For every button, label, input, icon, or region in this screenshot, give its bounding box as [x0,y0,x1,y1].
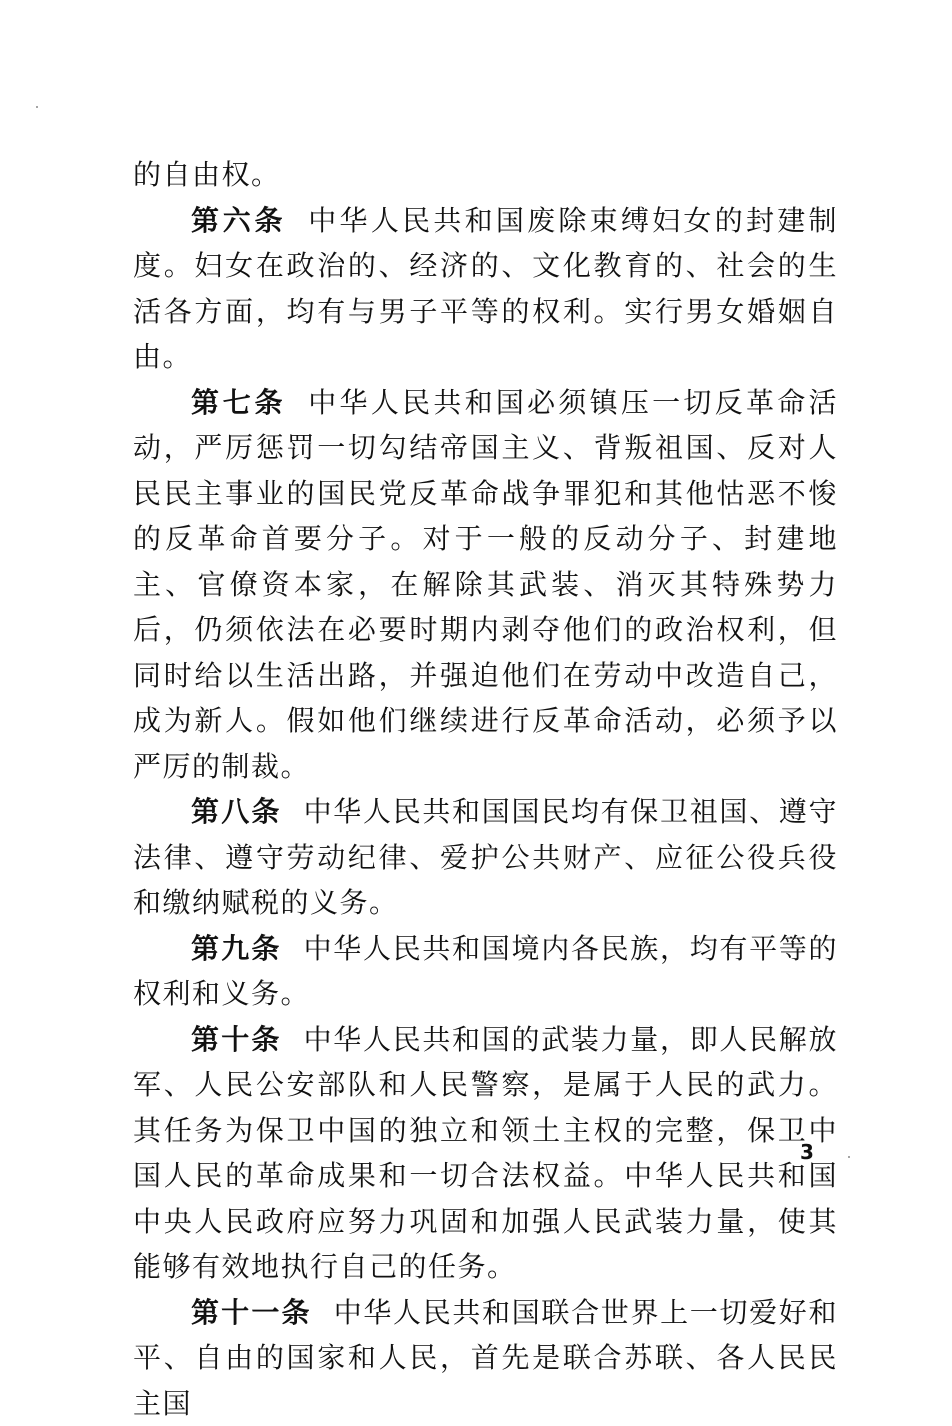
article-9 [133,926,838,1017]
article-text: 中华人民共和国境内各民族，均有平等的权利和义务。 [133,932,838,1011]
article-label: 第十一条 [191,1296,312,1329]
scan-speck [848,1156,850,1158]
article-label: 第七条 [191,386,286,419]
continuation-text: 的自由权。 [133,158,281,191]
article-label: 第九条 [191,932,282,965]
continuation-paragraph [133,152,838,198]
article-label: 第十条 [191,1023,282,1056]
article-text: 中华人民共和国的武装力量，即人民解放军、人民公安部队和人民警察，是属于人民的武力。其任务为保卫中国的独立和领土主权的完整，保卫中国人民的革命成果和一切合法权益。中华人民共和国中央人民政府应努力巩固和加强人民武装力量，使其能够有效地执行自己的任务。 [133,1023,838,1284]
article-10 [133,1017,838,1290]
article-8 [133,789,838,926]
article-text: 中华人民共和国废除束缚妇女的封建制度。妇女在政治的、经济的、文化教育的、社会的生活各方面，均有与男子平等的权利。实行男女婚姻自由。 [133,204,838,374]
article-11 [133,1290,838,1426]
article-label: 第八条 [191,795,282,828]
article-text: 中华人民共和国联合世界上一切爱好和平、自由的国家和人民，首先是联合苏联、各人民民主国 [133,1296,838,1420]
scan-speck [36,106,38,108]
body-text [133,152,838,1426]
article-label: 第六条 [191,204,286,237]
article-7 [133,380,838,790]
page-number: 3 [800,1140,814,1164]
article-text: 中华人民共和国国民均有保卫祖国、遵守法律、遵守劳动纪律、爱护公共财产、应征公役兵役和缴纳赋税的义务。 [133,795,838,919]
article-6 [133,198,838,380]
article-text: 中华人民共和国必须镇压一切反革命活动，严厉惩罚一切勾结帝国主义、背叛祖国、反对人民民主事业的国民党反革命战争罪犯和其他怙恶不悛的反革命首要分子。对于一般的反动分子、封建地主、官僚资本家，在解除其武装、消灭其特殊势力后，仍须依法在必要时期内剥夺他们的政治权利，但同时给以生活出路，并强迫他们在劳动中改造自己，成为新人。假如他们继续进行反革命活动，必须予以严厉的制裁。 [133,386,838,783]
